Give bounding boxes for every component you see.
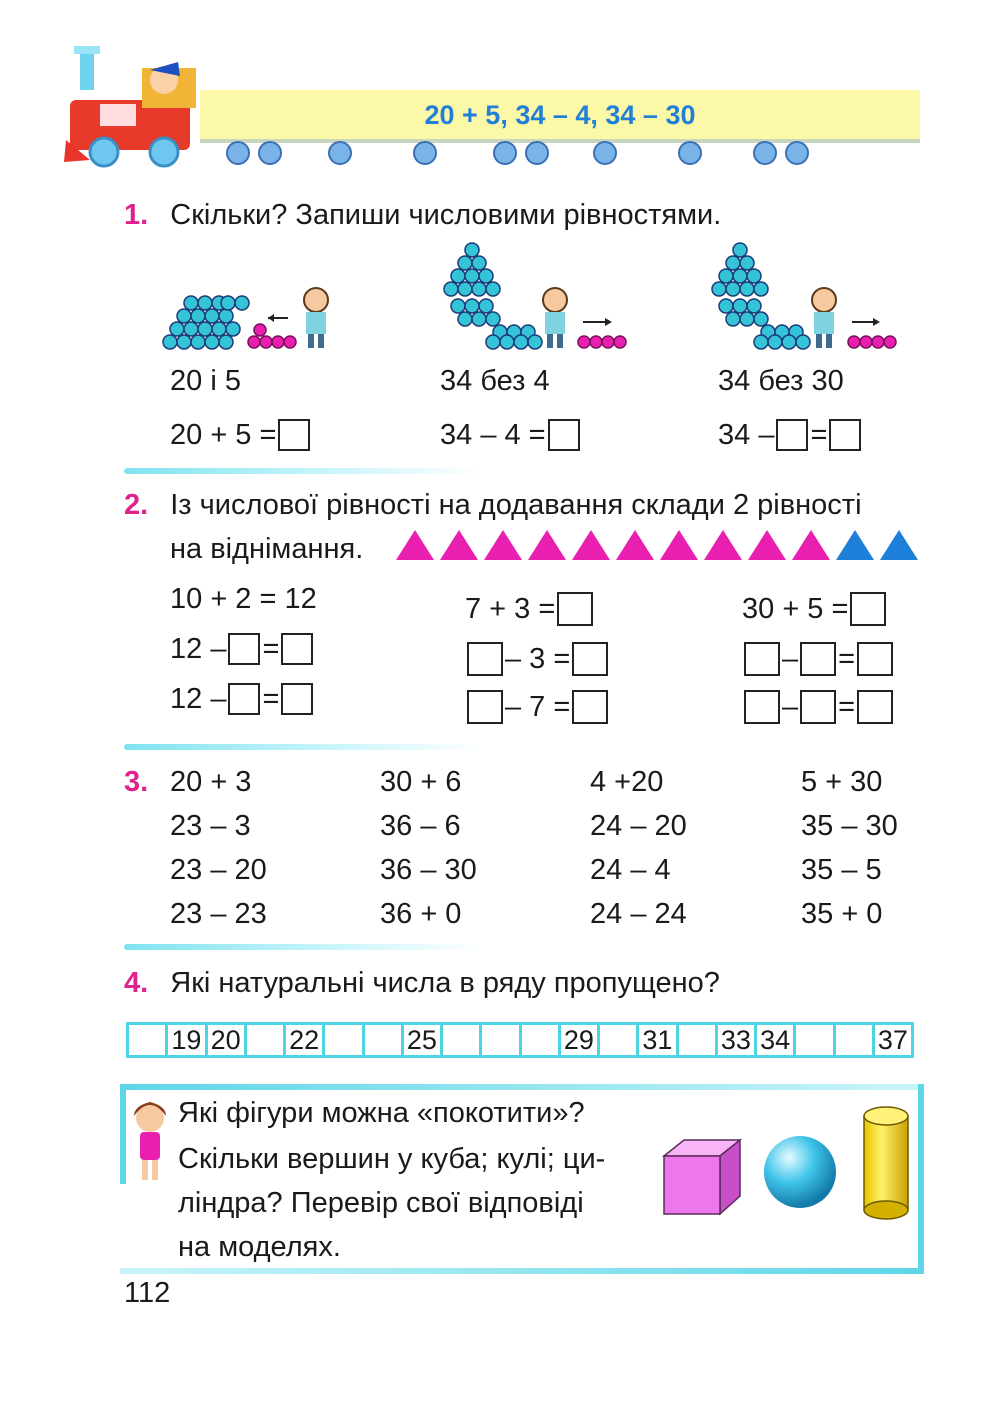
task2-instruction-line2: на віднімання. (170, 533, 364, 565)
section-divider (124, 744, 484, 750)
answer-box[interactable] (857, 690, 893, 724)
expression: 36 + 0 (380, 898, 462, 930)
task2-col3-given: 30 + 5 = (742, 592, 888, 626)
panel-top-border (120, 1084, 924, 1090)
expression: 30 + 6 (380, 766, 462, 798)
answer-box[interactable] (278, 419, 310, 451)
sequence-cell[interactable]: 33 (718, 1025, 757, 1055)
track-wheels (200, 135, 920, 170)
task1-instruction: Скільки? Запиши числовими рівностями. (170, 199, 722, 231)
cube-icon (658, 1134, 748, 1220)
task-number: 2. (124, 489, 149, 521)
expression: 24 – 4 (590, 854, 671, 886)
answer-box[interactable] (829, 419, 861, 451)
sequence-cell[interactable] (600, 1025, 639, 1055)
info-panel (120, 1084, 924, 1274)
pink-triangle (396, 530, 434, 560)
info-line-1: Які фігури можна «покотити»? (178, 1097, 585, 1129)
answer-box[interactable] (572, 642, 608, 676)
sphere-icon (762, 1134, 838, 1210)
answer-box[interactable] (467, 690, 503, 724)
page-title: 20 + 5, 34 – 4, 34 – 30 (424, 100, 696, 130)
task4-question-row (124, 966, 720, 1000)
answer-box[interactable] (228, 683, 260, 715)
task-number: 3. (124, 766, 149, 798)
expression: 36 – 30 (380, 854, 477, 886)
task1-instruction-row (124, 198, 721, 232)
train-illustration (60, 40, 210, 170)
expression: 23 – 3 (170, 810, 251, 842)
expression: 35 + 0 (801, 898, 883, 930)
sequence-cell[interactable]: 22 (286, 1025, 325, 1055)
blue-triangle (836, 530, 874, 560)
answer-box[interactable] (281, 633, 313, 665)
pink-triangle (528, 530, 566, 560)
sequence-cell[interactable]: 25 (404, 1025, 443, 1055)
boy-figure-1 (304, 288, 328, 348)
expression: 5 + 30 (801, 766, 883, 798)
sequence-cell[interactable]: 34 (757, 1025, 796, 1055)
task2-instruction-row (124, 488, 862, 522)
expression: 36 – 6 (380, 810, 461, 842)
sequence-cell[interactable]: 19 (168, 1025, 207, 1055)
sequence-cell[interactable] (443, 1025, 482, 1055)
sequence-cell[interactable] (129, 1025, 168, 1055)
task2-col3-row2: – = (742, 690, 895, 724)
expression: 4 +20 (590, 766, 664, 798)
expression: 24 – 20 (590, 810, 687, 842)
pink-triangle (748, 530, 786, 560)
expression: 35 – 5 (801, 854, 882, 886)
sequence-cell[interactable] (365, 1025, 404, 1055)
info-line-3: ліндра? Перевір свої відповіді (178, 1187, 584, 1219)
answer-box[interactable] (857, 642, 893, 676)
task1-caption-2: 34 без 4 (440, 365, 550, 397)
expression: 24 – 24 (590, 898, 687, 930)
panel-bottom-border (120, 1268, 924, 1274)
expression: 23 – 20 (170, 854, 267, 886)
pink-triangle (704, 530, 742, 560)
answer-box[interactable] (467, 642, 503, 676)
answer-box[interactable] (744, 642, 780, 676)
sequence-cell[interactable]: 20 (208, 1025, 247, 1055)
info-line-4: на моделях. (178, 1231, 341, 1263)
task2-col2-row2: – 7 = (465, 690, 610, 724)
section-divider (124, 944, 484, 950)
answer-box[interactable] (548, 419, 580, 451)
sequence-cell[interactable] (522, 1025, 561, 1055)
sequence-cell[interactable]: 29 (561, 1025, 600, 1055)
task2-instruction-line1: Із числової рівності на додавання склади 2 рівності (170, 489, 862, 521)
expression: 35 – 30 (801, 810, 898, 842)
task2-col3-row1: – = (742, 642, 895, 676)
girl-illustration (126, 1098, 178, 1188)
sequence-cell[interactable] (836, 1025, 875, 1055)
answer-box[interactable] (800, 642, 836, 676)
panel-right-border (918, 1084, 924, 1274)
cylinder-icon (860, 1104, 914, 1222)
triangle-row (394, 528, 920, 562)
pink-triangle (484, 530, 522, 560)
blue-triangle (880, 530, 918, 560)
title-banner (200, 90, 920, 140)
pink-triangle (572, 530, 610, 560)
sequence-cell[interactable] (679, 1025, 718, 1055)
pink-triangle (792, 530, 830, 560)
number-sequence-strip (126, 1022, 914, 1058)
expression: 23 – 23 (170, 898, 267, 930)
task4-question: Які натуральні числа в ряду пропущено? (170, 967, 720, 999)
task2-col2-row1: – 3 = (465, 642, 610, 676)
sequence-cell[interactable] (325, 1025, 364, 1055)
task1-equation-1: 20 + 5 = (170, 418, 312, 452)
answer-box[interactable] (800, 690, 836, 724)
boy-figure-2 (543, 288, 567, 348)
task2-col1-row1: 12 – = (170, 632, 315, 666)
sequence-cell[interactable]: 31 (639, 1025, 678, 1055)
info-line-2: Скільки вершин у куба; кулі; ци- (178, 1143, 606, 1175)
task2-given-1: 10 + 2 = 12 (170, 583, 317, 615)
task-number: 1. (124, 199, 149, 231)
task1-caption-1: 20 і 5 (170, 365, 241, 397)
sequence-cell[interactable] (796, 1025, 835, 1055)
pink-triangle (440, 530, 478, 560)
sequence-cell[interactable] (247, 1025, 286, 1055)
answer-box[interactable] (281, 683, 313, 715)
pink-triangle (616, 530, 654, 560)
task2-col1-row2: 12 – = (170, 682, 315, 716)
boy-figure-3 (812, 288, 836, 348)
answer-box[interactable] (776, 419, 808, 451)
sequence-cell[interactable]: 37 (877, 1025, 908, 1055)
section-divider (124, 468, 484, 474)
answer-box[interactable] (228, 633, 260, 665)
answer-box[interactable] (557, 592, 593, 626)
task1-equation-3: 34 – = (718, 418, 863, 452)
expression: 20 + 3 (170, 766, 252, 798)
task-number: 4. (124, 967, 149, 999)
sequence-cell[interactable] (482, 1025, 521, 1055)
answer-box[interactable] (850, 592, 886, 626)
page-number: 112 (124, 1277, 171, 1309)
pink-triangle (660, 530, 698, 560)
task1-caption-3: 34 без 30 (718, 365, 844, 397)
task2-col2-given: 7 + 3 = (465, 592, 595, 626)
task1-equation-2: 34 – 4 = (440, 418, 582, 452)
bead-illustrations (158, 238, 918, 358)
answer-box[interactable] (744, 690, 780, 724)
answer-box[interactable] (572, 690, 608, 724)
